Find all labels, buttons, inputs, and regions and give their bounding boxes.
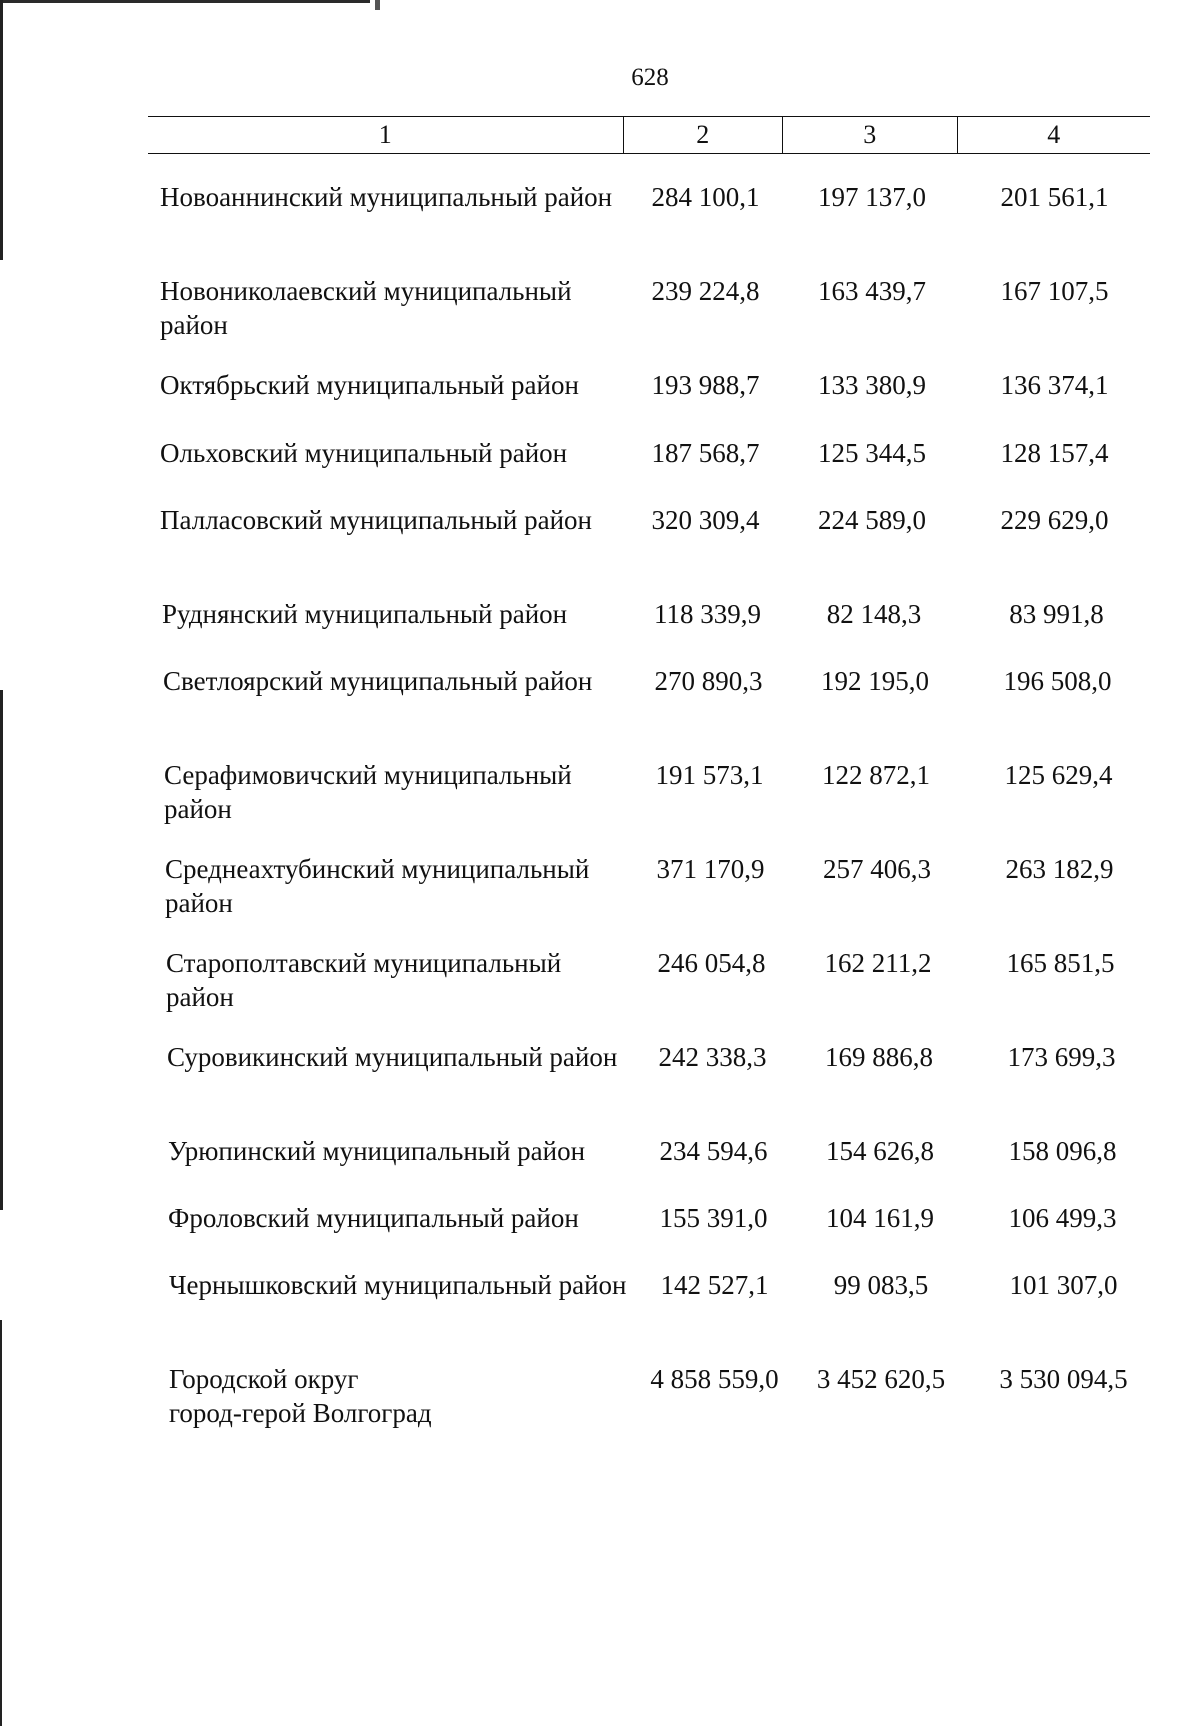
table-row	[155, 1040, 1157, 1074]
table-row	[153, 852, 1155, 920]
table-row	[156, 1134, 1158, 1168]
value-col-3: 3 452 620,5	[816, 1364, 946, 1394]
municipality-name: Фроловский муниципальный район	[168, 1203, 579, 1233]
value-col-3: 154 626,8	[826, 1136, 934, 1166]
value-col-4: 167 107,5	[1000, 276, 1109, 306]
table-row	[148, 503, 1150, 537]
value-col-2: 270 890,3	[654, 666, 763, 696]
table-row	[151, 664, 1153, 698]
value-col-2: 242 338,3	[658, 1042, 767, 1072]
table-row	[150, 597, 1152, 631]
municipality-name: Ольховский муниципальный район	[160, 438, 568, 468]
table-header	[148, 116, 1150, 154]
table-row	[157, 1362, 1159, 1430]
scan-edge-left	[0, 0, 3, 260]
value-col-2: 4 858 559,0	[650, 1364, 779, 1394]
value-col-3: 104 161,9	[826, 1203, 934, 1233]
header-col-1: 1	[148, 117, 623, 154]
value-col-3: 169 886,8	[825, 1042, 933, 1072]
municipality-name: Чернышковский муниципальный район	[169, 1270, 627, 1300]
value-col-4: 136 374,1	[1000, 370, 1109, 400]
municipality-name: Светлоярский муниципальный район	[163, 666, 593, 696]
header-col-3: 3	[783, 117, 957, 154]
value-col-2: 246 054,8	[657, 948, 766, 978]
header-row	[148, 117, 1150, 154]
value-col-3: 82 148,3	[826, 599, 922, 629]
table-row	[156, 1201, 1158, 1235]
value-col-2: 193 988,7	[651, 370, 760, 400]
value-col-2: 191 573,1	[655, 760, 764, 790]
scan-edge-left	[0, 690, 3, 1210]
value-col-3: 99 083,5	[833, 1270, 929, 1300]
scan-edge-top	[0, 0, 370, 3]
value-col-2: 284 100,1	[651, 182, 760, 212]
table-row	[148, 436, 1150, 470]
value-col-4: 128 157,4	[1000, 438, 1109, 468]
value-col-3: 122 872,1	[822, 760, 930, 790]
table-row	[148, 274, 1150, 342]
value-col-3: 224 589,0	[818, 505, 926, 535]
value-col-3: 257 406,3	[823, 854, 931, 884]
table-row	[157, 1268, 1159, 1302]
value-col-3: 163 439,7	[818, 276, 926, 306]
municipality-name: Старополтавский муниципальный район	[166, 948, 562, 1012]
municipality-name: Серафимовичский муниципальный район	[164, 760, 572, 824]
value-col-4: 83 991,8	[1009, 599, 1104, 629]
value-col-2: 320 309,4	[651, 505, 760, 535]
header-col-4: 4	[957, 117, 1150, 154]
value-col-4: 158 096,8	[1008, 1136, 1117, 1166]
municipality-name: Октябрьский муниципальный район	[160, 370, 579, 400]
value-col-2: 155 391,0	[659, 1203, 768, 1233]
value-col-4: 106 499,3	[1008, 1203, 1117, 1233]
value-col-4: 229 629,0	[1000, 505, 1109, 535]
value-col-4: 165 851,5	[1006, 948, 1115, 978]
municipality-name: Руднянский муниципальный район	[162, 599, 568, 629]
table-row	[148, 368, 1150, 402]
header-col-2: 2	[623, 117, 783, 154]
municipality-name: Новоаннинский муниципальный район	[160, 182, 613, 212]
value-col-2: 142 527,1	[660, 1270, 769, 1300]
municipality-name: Городской округ город-герой Волгоград	[169, 1364, 432, 1428]
value-col-3: 125 344,5	[818, 438, 926, 468]
table-row	[154, 946, 1156, 1014]
value-col-4: 101 307,0	[1009, 1270, 1118, 1300]
value-col-4: 196 508,0	[1003, 666, 1112, 696]
value-col-3: 192 195,0	[821, 666, 929, 696]
scan-edge-left	[0, 1320, 2, 1726]
scan-edge-mark	[375, 0, 380, 10]
table-row	[152, 758, 1154, 826]
value-col-4: 201 561,1	[1000, 182, 1109, 212]
value-col-4: 173 699,3	[1007, 1042, 1116, 1072]
page-number: 628	[631, 64, 669, 91]
value-col-4: 263 182,9	[1005, 854, 1114, 884]
value-col-4: 3 530 094,5	[999, 1364, 1128, 1394]
municipality-name: Среднеахтубинский муниципальный район	[165, 854, 590, 918]
municipality-name: Палласовский муниципальный район	[160, 505, 592, 535]
municipality-name: Новониколаевский муниципальный район	[160, 276, 572, 340]
value-col-3: 162 211,2	[824, 948, 932, 978]
value-col-4: 125 629,4	[1004, 760, 1113, 790]
value-col-3: 133 380,9	[818, 370, 926, 400]
value-col-2: 239 224,8	[651, 276, 760, 306]
value-col-3: 197 137,0	[818, 182, 926, 212]
value-col-2: 118 339,9	[654, 599, 761, 629]
municipality-name: Урюпинский муниципальный район	[168, 1136, 586, 1166]
value-col-2: 234 594,6	[659, 1136, 768, 1166]
value-col-2: 187 568,7	[651, 438, 760, 468]
table-row	[148, 180, 1150, 214]
value-col-2: 371 170,9	[656, 854, 765, 884]
municipality-name: Суровикинский муниципальный район	[167, 1042, 618, 1072]
